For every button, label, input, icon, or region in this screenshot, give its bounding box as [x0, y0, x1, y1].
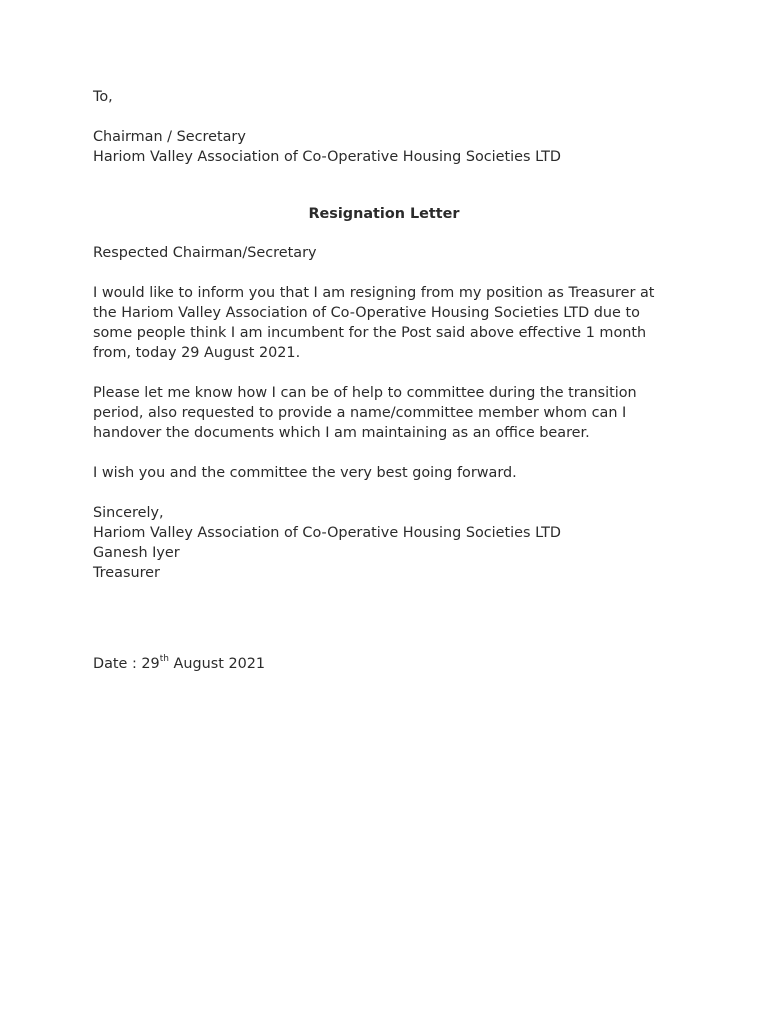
paragraph-transition — [93, 383, 673, 443]
paragraph-resignation — [93, 283, 673, 363]
closing-organization: Hariom Valley Association of Co-Operative Housing Societies LTD — [93, 525, 561, 541]
signatory-role: Treasurer — [93, 565, 160, 581]
signatory-name: Ganesh Iyer — [93, 545, 180, 561]
paragraph-line: the Hariom Valley Association of Co-Operative Housing Societies LTD due to — [93, 305, 640, 321]
recipient-block — [93, 127, 673, 167]
recipient-title: Chairman / Secretary — [93, 129, 246, 145]
salutation-to: To, — [93, 89, 113, 105]
date-label: Date : 29 — [93, 656, 160, 672]
paragraph-line: I would like to inform you that I am resigning from my position as Treasurer at — [93, 285, 655, 301]
paragraph-line: from, today 29 August 2021. — [93, 345, 301, 361]
paragraph-line: Please let me know how I can be of help to committee during the transition — [93, 385, 637, 401]
paragraph-line: I wish you and the committee the very best going forward. — [93, 465, 517, 481]
letter-body — [93, 87, 673, 674]
letter-subject: Resignation Letter — [308, 206, 460, 222]
greeting: Respected Chairman/Secretary — [93, 245, 317, 261]
paragraph-line: handover the documents which I am maintaining as an office bearer. — [93, 425, 590, 441]
paragraph-wishes — [93, 463, 673, 483]
valediction: Sincerely, — [93, 505, 164, 521]
letter-date — [93, 654, 673, 674]
date-ordinal-suffix: th — [159, 654, 169, 665]
date-rest: August 2021 — [168, 656, 266, 672]
recipient-organization: Hariom Valley Association of Co-Operative Housing Societies LTD — [93, 149, 561, 165]
paragraph-line: some people think I am incumbent for the Post said above effective 1 month — [93, 325, 647, 341]
paragraph-line: period, also requested to provide a name/committee member whom can I — [93, 405, 627, 421]
closing-block — [93, 503, 673, 583]
